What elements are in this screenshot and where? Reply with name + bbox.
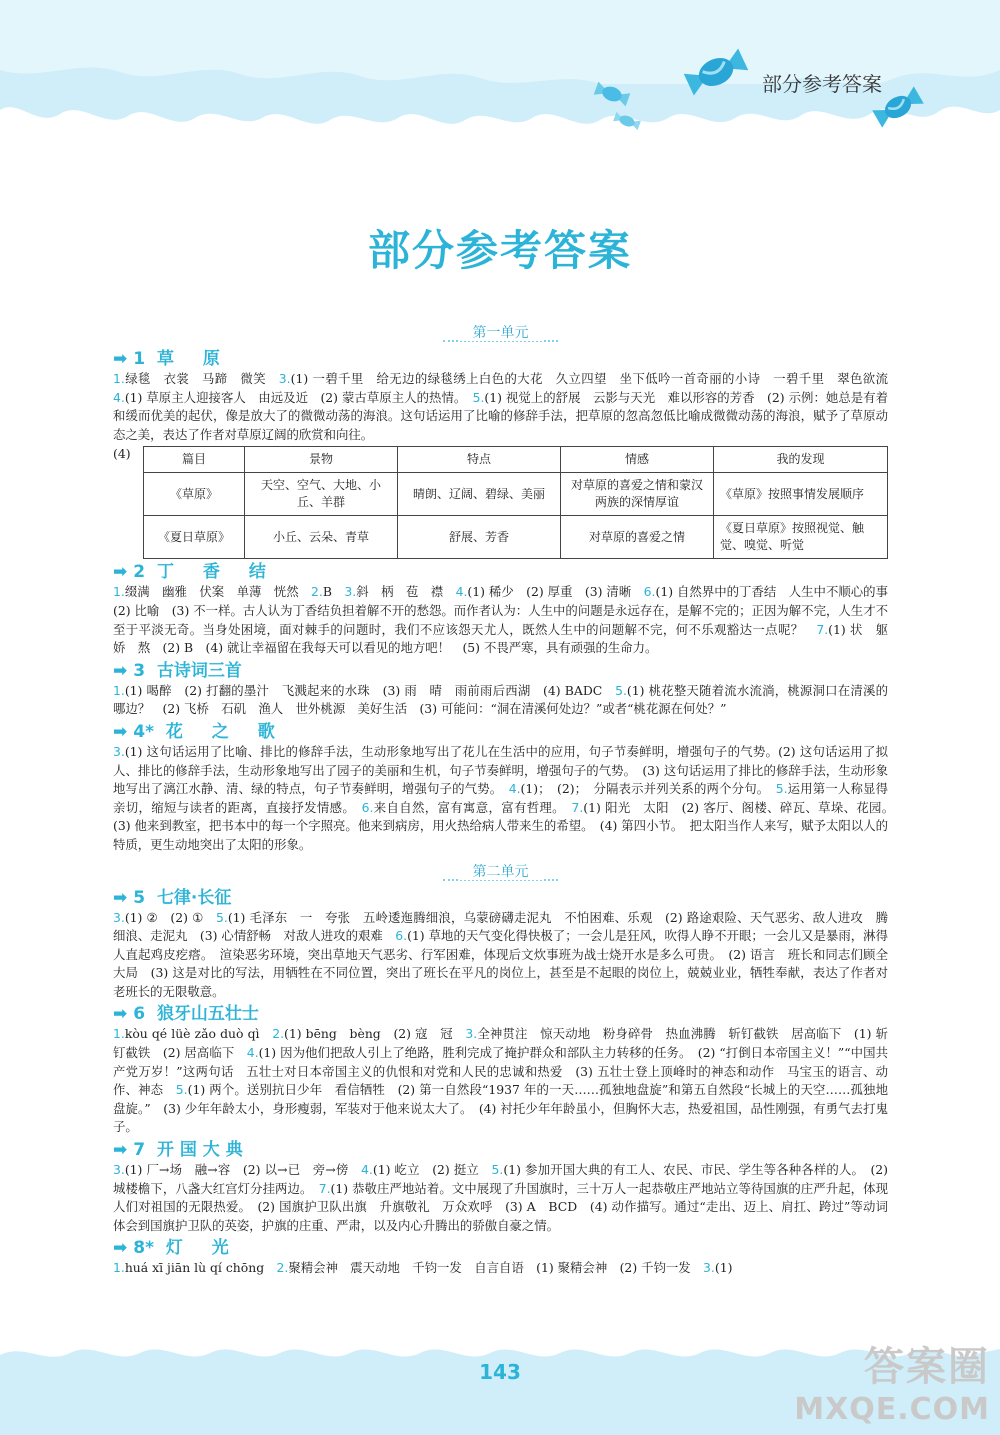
answer-paragraph: 1.绿毯 衣裳 马蹄 微笑 3.(1) 一碧千里 给无边的绿毯绣上白色的大花 久立四望 坐下低吟一首奇丽的小诗 一碧千里 翠色欲流 4.(1) 草原主人迎接客人 由远及近 (2) 蒙古草原主人的热情。 5.(1) 视觉上的舒展 云影与天光 难以形容的芳香 (2) 示例：她总是有着和缓而优美的起伏，像是放大了的微微动荡的海浪。这句话运用了比喻的修辞手法，把草原的忽高忽低比喻成微微动荡的海浪，赋予了草原动态之美，表达了作者对草原辽阔的欣赏和向往。 [113,371,901,442]
table-header: 特点 [398,447,561,473]
unit-heading: 第二单元 [113,859,888,885]
table-cell: 《草原》 [144,473,245,516]
arrow-icon: ➡ [113,660,128,681]
arrow-icon: ➡ [113,1004,128,1025]
table-cell: 对草原的喜爱之情 [561,516,714,559]
section-heading: ➡ 2 丁 香 结 [113,562,272,583]
table-block [113,446,888,559]
table-cell: 晴朗、辽阔、碧绿、美丽 [398,473,561,516]
answer-paragraph: 3.(1) 这句话运用了比喻、排比的修辞手法，生动形象地写出了花儿在生活中的应用，句子节奏鲜明，增强句子的气势。(2) 这句话运用了拟人、排比的修辞手法，生动形象地写出了园子的美丽和生机，句子节奏鲜明，增强句子的气势。 (3) 这句话运用了排比的修辞手法，生动形象地写出了漓江水静、清、绿的特点，句子节奏鲜明，增强句子的气势。 4.(1)； (2)； 分隔表示并列关系的两个分句。 5.运用第一人称显得亲切，缩短与读者的距离，直接抒发情感。 6.来自自然，富有寓意，富有哲理。 7.(1) 阳光 太阳 (2) 客厅、阁楼、碎瓦、草垛、花园。 (3) 他来到教室，把书本中的每一个字照亮。他来到病房，用火热给病人带来生的希望。 (4) 第四小节。 把太阳当作人来写，赋予太阳以人的特质，更生动地突出了太阳的形象。 [113,743,901,852]
table-cell: 舒展、芳香 [398,516,561,559]
answer-paragraph: 3.(1) ② (2) ① 5.(1) 毛泽东 一 夸张 五岭逶迤腾细浪，乌蒙磅礴走泥丸 不怕困难、乐观 (2) 路途艰险、天气恶劣、敌人进攻 腾细浪、走泥丸 (3) 心情舒畅 对敌人进攻的艰难 6.(1) 草地的天气变化得快极了；一会儿是狂风，吹得人睁不开眼；一会儿又是暴雨，淋得人直起鸡皮疙瘩。 渲染恶劣环境，突出草地天气恶劣、行军困难，体现后文炊事班为战士烧开水是多么可贵。 (2) 语言 班长和同志们顾全大局 (3) 这是对比的写法，用牺牲在不同位置，突出了班长在平凡的岗位上，甚至是不起眼的岗位上，兢兢业业，牺牲奉献，表达了作者对老班长的无限敬意。 [113,909,888,999]
answer-content [113,320,901,1278]
section-heading: ➡ 6 狼牙山五壮士 [113,1004,259,1025]
candy-icon [612,108,642,134]
section-heading: ➡ 7 开 国 大 典 [113,1140,243,1161]
table-row [144,473,888,516]
table-cell: 小丘、云朵、青草 [245,516,398,559]
arrow-icon: ➡ [113,887,128,908]
page-title: 部分参考答案 [367,226,632,275]
unit-heading: 第一单元 [113,320,888,346]
table-header: 我的发现 [714,447,888,473]
arrow-icon: ➡ [113,1238,128,1259]
arrow-icon: ➡ [113,562,128,583]
section-heading: ➡ 8* 灯 光 [113,1238,235,1259]
arrow-icon: ➡ [113,721,128,742]
table-row [144,516,888,559]
section-heading: ➡ 3 古诗词三首 [113,660,242,681]
table-cell: 天空、空气、大地、小丘、羊群 [245,473,398,516]
section-heading: ➡ 1 草 原 [113,349,226,369]
header-label: 部分参考答案 [762,72,882,96]
candy-icon [592,76,632,112]
table-cell: 《夏日草原》按照视觉、触觉、嗅觉、听觉 [714,516,888,559]
table-header: 景物 [245,447,398,473]
arrow-icon: ➡ [113,349,128,369]
section-heading: ➡ 4* 花 之 歌 [113,721,281,742]
answer-paragraph: 1.(1) 喝醉 (2) 打翻的墨汁 飞溅起来的水珠 (3) 雨 晴 雨前雨后西湖 (4) BADC 5.(1) 桃花整天随着流水流淌，桃源洞口在清溪的哪边？ (2) 飞桥 石矶 渔人 世外桃源 美好生活 (3) 可能问：“洞在清溪何处边？”或者“桃花源在何处？” [113,682,888,717]
table-cell: 《草原》按照事情发展顺序 [714,473,888,516]
answer-paragraph: 1.huá xī jiān lù qí chōng 2.聚精会神 震天动地 千钧一发 自言自语 (1) 聚精会神 (2) 千钧一发 3.(1) [113,1260,733,1276]
answer-paragraph: 1.kòu qé lüè zǎo duò qì 2.(1) bēng bèng (2) 寇 冠 3.全神贯注 惊天动地 粉身碎骨 热血沸腾 斩钉截铁 居高临下 (1) 斩钉截铁 (2) 居高临下 4.(1) 因为他们把敌人引上了绝路，胜利完成了掩护群众和部队主力转移的任务。 (2) “打倒日本帝国主义！”“中国共产党万岁！”这两句话 五壮士对日本帝国主义的仇恨和对党和人民的忠诚和热爱 (3) 五壮士登上顶峰时的神态和动作 马宝玉的语言、动作、神态 5.(1) 两个。送别抗日少年 看信牺牲 (2) 第一自然段“1937 年的一天……孤独地盘旋”和第五自然段“长城上的天空……孤独地盘旋。” (3) 少年年龄太小，身形瘦弱，军装对于他来说太大了。 (4) 衬托少年年龄虽小，但胸怀大志，热爱祖国，品性刚强，有勇气去打鬼子。 [113,1026,888,1135]
answer-paragraph: 3.(1) 厂→场 融→容 (2) 以→已 旁→傍 4.(1) 屹立 (2) 挺立 5.(1) 参加开国大典的有工人、农民、市民、学生等各种各样的人。 (2) 城楼檐下，八盏大红宫灯分挂两边。 7.(1) 恭敬庄严地站着。文中展现了升国旗时，三十万人一起恭敬庄严地站立等待国旗的庄严升起，体现人们对祖国的无限热爱。 (2) 国旗护卫队出旗 升旗敬礼 万众欢呼 (3) A BCD (4) 动作描写。通过“走出、迈上、肩扛、跨过”等动词体会到国旗护卫队的英姿，护旗的庄重、严肃，以及内心升腾出的骄傲自豪之情。 [113,1162,889,1233]
arrow-icon: ➡ [113,1140,128,1161]
answer-paragraph: 1.缀满 幽雅 伏案 单薄 恍然 2.B 3.斜 柄 苞 襟 4.(1) 稀少 (2) 厚重 (3) 清晰 6.(1) 自然界中的丁香结 人生中不顺心的事 (2) 比喻 (3) 不一样。古人认为丁香结负担着解不开的愁怨。而作者认为：人生中的问题是永远存在，是解不完的；正因为解不完，人生才不至于平淡无奇。当身处困境，面对棘手的问题时，我们不应该怨天尤人，既然人生中的问题解不完，何不乐观豁达一点呢？ 7.(1) 状 躯 娇 熬 (2) B (4) 就让幸福留在我每天可以看见的地方吧！ (5) 不畏严寒，具有顽强的生命力。 [113,584,901,656]
page-number: 143 [479,1360,521,1384]
table-header: 篇目 [144,447,245,473]
section-heading: ➡ 5 七律·长征 [113,887,232,908]
candy-icon [680,42,752,102]
table-header: 情感 [561,447,714,473]
table-cell: 对草原的喜爱之情和蒙汉两族的深情厚谊 [561,473,714,516]
question-number: (4) [113,446,131,462]
table-header-row [144,447,888,473]
watermark-logo: 答案圈 MXQE.COM [794,1344,990,1427]
table-cell: 《夏日草原》 [144,516,245,559]
answer-table [143,446,888,559]
